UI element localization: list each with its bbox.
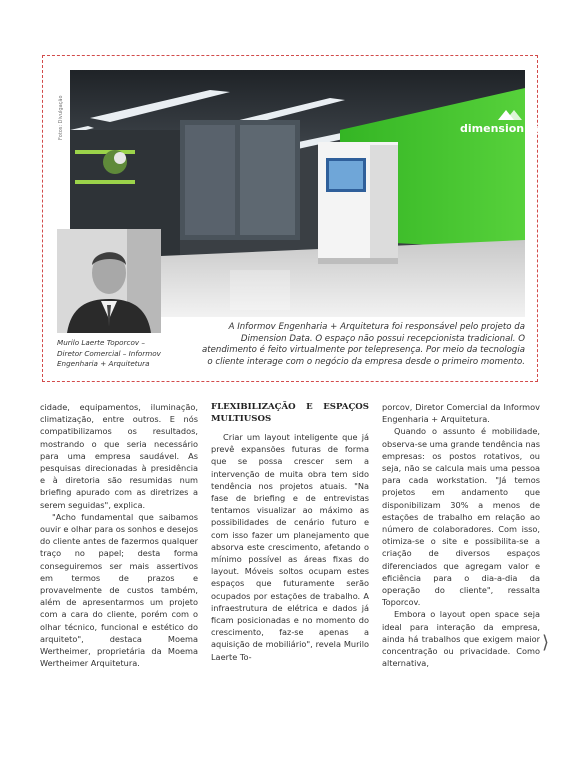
photo-caption: A Informov Engenharia + Arquitetura foi responsável pelo projeto da Dimension Data. O espaço não possui recepcionista tradicional. O atendimento é feito virtualmente por telepresença. Por meio da tecnologia o cliente interage com o negócio da empresa desde o primeiro momento. bbox=[201, 322, 525, 367]
paragraph: "Acho fundamental que saibamos ouvir e olhar para os sonhos e desejos do cliente antes de fazermos qualquer traço no papel; desta forma conseguiremos ser mais assertivos em termos de prazos e provavelmente de custos também, além de apresentarmos um projeto com a cara do cliente, porém com o olhar técnico, funcional e estético do arquiteto", destaca Moema Wertheimer, proprietária da Moema Wertheimer Arquitetura. bbox=[40, 511, 198, 669]
article-column-3 bbox=[382, 401, 540, 669]
portrait-caption-line: Murilo Laerte Toporcov – bbox=[57, 338, 145, 347]
portrait-photo bbox=[57, 229, 161, 333]
portrait-caption bbox=[57, 338, 177, 370]
brand-sign-text: dimension data bbox=[460, 122, 556, 135]
article-column-1 bbox=[40, 401, 198, 669]
paragraph: Quando o assunto é mobilidade, observa-se uma grande tendência nas empresas: os postos rotativos, ou seja, não se calcula mais uma pessoa para cada workstation. "Já temos projetos em andamento que disponibilizam 30% a menos de estações de trabalho em relação ao número de colaboradores. Com isso, otimiza-se o site e possibilita-se a criação de diversos espaços diferenciados que agregam valor e eficiência para o dia-a-dia da operação do cliente", ressalta Toporcov. bbox=[382, 426, 540, 608]
paragraph: Criar um layout inteligente que já prevê expansões futuras de forma que se possa crescer sem a intervenção de muita obra tem sido tendência nos projetos atuais. "Na fase de briefing e de entrevistas tentamos visualizar ao máximo as possibilidades de cenário futuro e com isso fazer um planejamento que absorva este crescimento, afetando o mínimo possível as áreas fixas do layout. Móveis soltos ocupam estes espaços que futuramente serão ocupados por estações de trabalho. A infraestrutura de elétrica e dados já ficam posicionadas e no momento do crescimento, faz-se apenas a aquisição de mobiliário", revela Murilo Laerte To- bbox=[211, 432, 369, 662]
article-column-2 bbox=[211, 401, 369, 663]
section-heading: FLEXIBILIZAÇÃO E ESPAÇOS MULTIUSOS bbox=[211, 402, 369, 424]
next-page-arrow-icon[interactable]: ⟩ bbox=[542, 632, 550, 653]
paragraph: porcov, Diretor Comercial da Informov Engenharia + Arquitetura. bbox=[382, 402, 540, 425]
paragraph: cidade, equipamentos, iluminação, climatização, entre outros. E nós compatibilizamos os resultados, mostrando o que seria necessário para uma empresa saudável. As pesquisas direcionadas à presidência e à diretoria são resumidas num briefing apurado com as diretrizes a serem seguidas", explica. bbox=[40, 402, 198, 510]
paragraph: Embora o layout open space seja ideal para interação da empresa, ainda há trabalhos que exigem maior concentração ou privacidade. Como alternativa, bbox=[382, 609, 540, 669]
photo-credit: Fotos: Divulgação bbox=[58, 95, 64, 140]
portrait-caption-line: Diretor Comercial – Informov bbox=[57, 348, 161, 358]
portrait-caption-line: Engenharia + Arquitetura bbox=[57, 359, 150, 368]
